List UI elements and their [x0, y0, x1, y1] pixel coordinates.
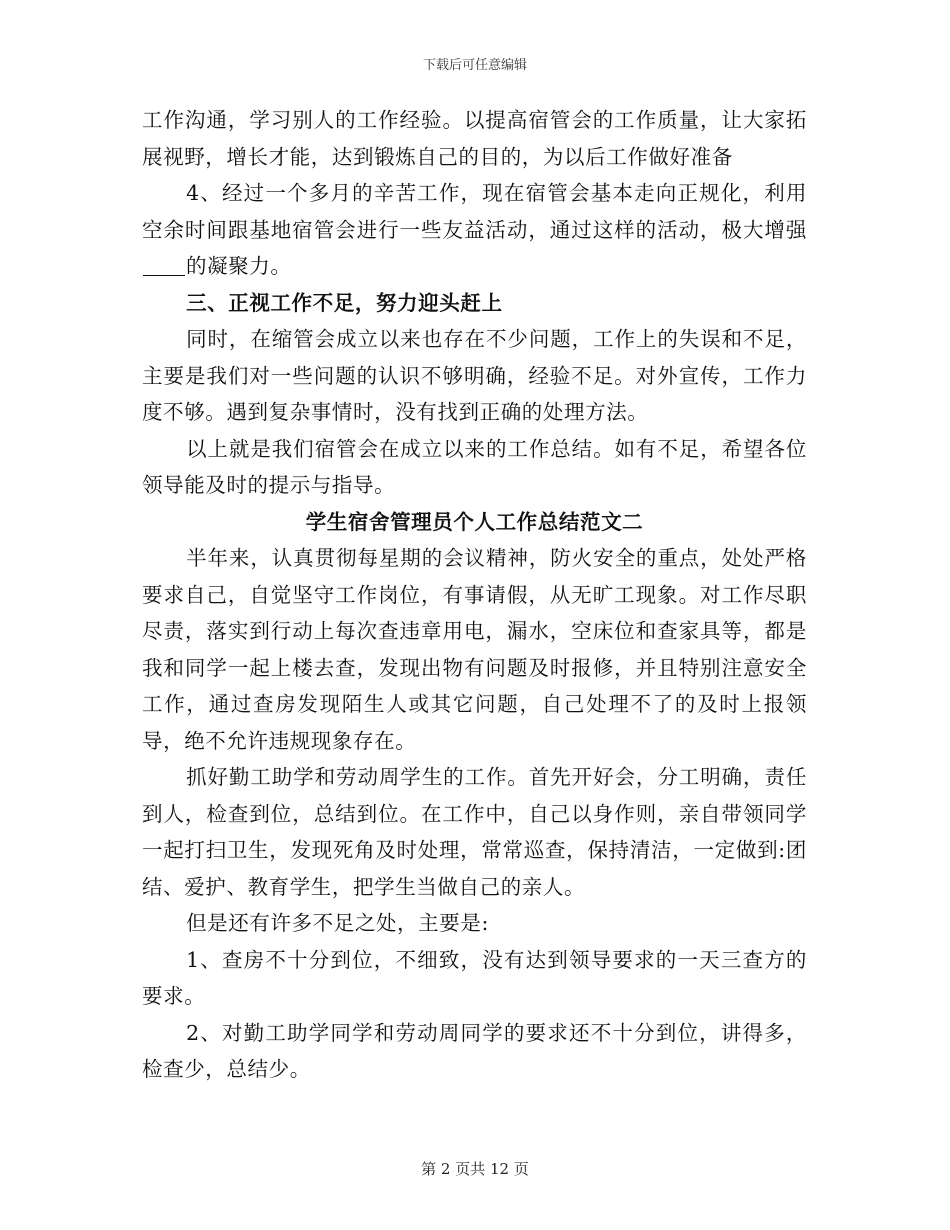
paragraph-2-text: 4、经过一个多月的辛苦工作，现在宿管会基本走向正规化，利用空余时间跟基地宿管会进行一些友益活动，通过这样的活动，极大增强 — [142, 181, 807, 242]
document-body — [142, 102, 807, 1088]
paragraph-2 — [142, 175, 807, 285]
paragraph-4: 以上就是我们宿管会在成立以来的工作总结。如有不足，希望各位领导能及时的提示与指导。 — [142, 436, 807, 497]
page-header: 下载后可任意编辑 — [422, 58, 527, 73]
paragraph-3: 同时，在缩管会成立以来也存在不少问题，工作上的失误和不足，主要是我们对一些问题的认识不够明确，经验不足。对外宣传，工作力度不够。遇到复杂事情时，没有找到正确的处理方法。 — [142, 327, 807, 424]
page-footer: 第 2 页共 12 页 — [421, 1160, 529, 1178]
paragraph-7: 但是还有许多不足之处，主要是: — [186, 911, 489, 935]
paragraph-1: 工作沟通，学习别人的工作经验。以提高宿管会的工作质量，让大家拓展视野，增长才能，达到锻炼自己的目的，为以后工作做好准备 — [142, 108, 807, 169]
paragraph-8: 1、查房不十分到位，不细致，没有达到领导要求的一天三查方的要求。 — [142, 947, 807, 1008]
paragraph-9: 2、对勤工助学同学和劳动周同学的要求还不十分到位，讲得多，检查少，总结少。 — [142, 1020, 807, 1081]
paragraph-6: 抓好勤工助学和劳动周学生的工作。首先开好会，分工明确，责任到人，检查到位，总结到位。在工作中，自己以身作则，亲自带领同学一起打扫卫生，发现死角及时处理，常常巡查，保持清洁，一定做到:团结、爱护、教育学生，把学生当做自己的亲人。 — [142, 765, 807, 899]
section-heading-3: 三、正视工作不足，努力迎头赶上 — [186, 290, 503, 315]
paragraph-5: 半年来，认真贯彻每星期的会议精神，防火安全的重点，处处严格要求自己，自觉坚守工作岗位，有事请假，从无旷工现象。对工作尽职尽责，落实到行动上每次查违章用电，漏水，空床位和查家具等，都是我和同学一起上楼去查，发现出物有问题及时报修，并且特别注意安全工作，通过查房发现陌生人或其它问题，自己处理不了的及时上报领导，绝不允许违规现象存在。 — [142, 546, 807, 753]
fill-in-blank — [143, 274, 185, 276]
article-title-2: 学生宿舍管理员个人工作总结范文二 — [305, 509, 644, 534]
paragraph-2-tail: 的凝聚力。 — [186, 254, 292, 278]
